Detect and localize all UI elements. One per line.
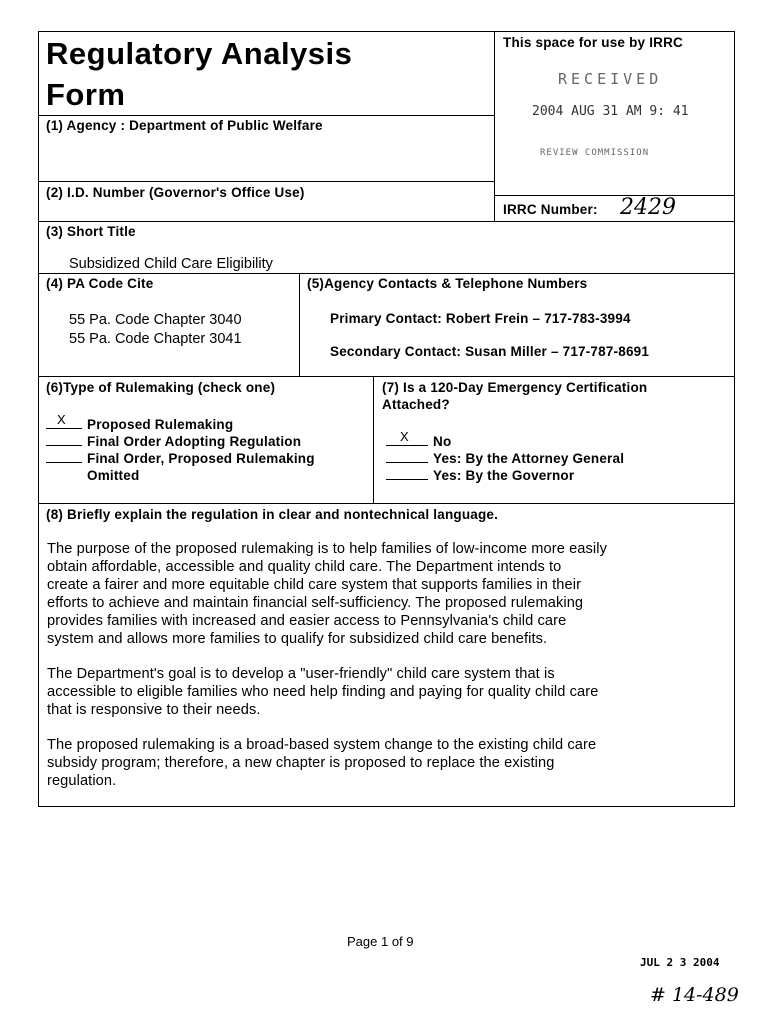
form-title-line2: Form — [46, 77, 126, 112]
id-top-line — [38, 181, 495, 182]
emergency-option-label: Yes: By the Attorney General — [433, 451, 625, 466]
paragraph-line: that is responsive to their needs. — [47, 702, 261, 718]
pa-code-line-1: 55 Pa. Code Chapter 3040 — [69, 312, 242, 328]
review-commission-stamp: REVIEW COMMISSION — [540, 148, 650, 158]
emergency-label-line1: (7) Is a 120-Day Emergency Certification — [382, 380, 648, 395]
emergency-option-no[interactable] — [386, 429, 452, 449]
rulemaking-option-final-order-proposed[interactable] — [46, 451, 315, 466]
emergency-option-attorney-general[interactable] — [386, 451, 624, 466]
checkbox-blank[interactable] — [386, 429, 428, 446]
received-stamp: RECEIVED — [558, 70, 663, 88]
agency-label: (1) Agency : Department of Public Welfare — [46, 118, 323, 133]
irrc-number-value: 2429 — [620, 195, 676, 220]
contacts-label: (5)Agency Contacts & Telephone Numbers — [307, 276, 588, 291]
paragraph-line: subsidy program; therefore, a new chapter is proposed to replace the existing — [47, 755, 555, 771]
irrc-space-label: This space for use by IRRC — [503, 35, 683, 50]
paragraph-line: The Department's goal is to develop a "user-friendly" child care system that is — [47, 666, 555, 682]
emergency-option-label: No — [433, 434, 452, 449]
explain-paragraph-1 — [47, 540, 737, 648]
check-mark: X — [400, 429, 409, 444]
explain-paragraph-2 — [47, 665, 737, 719]
form-title-line1: Regulatory Analysis — [46, 36, 353, 71]
irrc-divider — [494, 31, 495, 221]
paragraph-line: The purpose of the proposed rulemaking is to help families of low-income more easily — [47, 541, 607, 557]
rulemaking-option-omitted: Omitted — [87, 468, 140, 483]
bottom-handwritten-number: # 14-489 — [650, 984, 739, 1006]
rulemaking-option-label: Final Order, Proposed Rulemaking — [87, 451, 315, 466]
emergency-label-line2: Attached? — [382, 397, 450, 412]
emergency-option-governor[interactable] — [386, 468, 574, 483]
checkbox-blank[interactable] — [46, 452, 82, 463]
pa-code-line-2: 55 Pa. Code Chapter 3041 — [69, 331, 242, 347]
paragraph-line: provides families with increased and easier access to Pennsylvania's child care — [47, 613, 567, 629]
emergency-option-label: Yes: By the Governor — [433, 468, 575, 483]
paragraph-line: efforts to achieve and maintain financial self-sufficiency. The proposed rulemaking — [47, 595, 584, 611]
explain-paragraph-3 — [47, 736, 737, 790]
rulemaking-label: (6)Type of Rulemaking (check one) — [46, 380, 276, 395]
pa-code-divider — [299, 273, 300, 376]
short-title-label: (3) Short Title — [46, 224, 136, 239]
primary-contact: Primary Contact: Robert Frein – 717-783-3994 — [330, 311, 631, 326]
paragraph-line: regulation. — [47, 773, 117, 789]
irrc-number-top-line — [494, 195, 735, 196]
page-number: Page 1 of 9 — [347, 934, 414, 949]
rulemaking-option-label: Proposed Rulemaking — [87, 417, 234, 432]
paragraph-line: The proposed rulemaking is a broad-based system change to the existing child care — [47, 737, 597, 753]
rulemaking-option-final-order[interactable] — [46, 434, 301, 449]
rulemaking-top-line — [38, 376, 735, 377]
secondary-contact: Secondary Contact: Susan Miller – 717-787-8691 — [330, 344, 650, 359]
short-title-value: Subsidized Child Care Eligibility — [69, 256, 273, 272]
paragraph-line: accessible to eligible families who need help finding and paying for quality child care — [47, 684, 599, 700]
checkbox-blank[interactable] — [46, 435, 82, 446]
pa-code-top-line — [38, 273, 735, 274]
rulemaking-divider — [373, 376, 374, 503]
explain-top-line — [38, 503, 735, 504]
rulemaking-option-proposed[interactable] — [46, 412, 234, 432]
id-number-label: (2) I.D. Number (Governor's Office Use) — [46, 185, 305, 200]
checkbox-blank[interactable] — [46, 412, 82, 429]
paragraph-line: obtain affordable, accessible and quality child care. The Department intends to — [47, 559, 562, 575]
checkbox-blank[interactable] — [386, 452, 428, 463]
checkbox-blank[interactable] — [386, 469, 428, 480]
check-mark: X — [57, 412, 66, 427]
explain-label: (8) Briefly explain the regulation in clear and nontechnical language. — [46, 507, 499, 522]
paragraph-line: create a fairer and more equitable child care system that supports families in their — [47, 577, 582, 593]
paragraph-line: system and allows more families to qualify for subsidized child care benefits. — [47, 631, 548, 647]
agency-top-line — [38, 115, 495, 116]
irrc-number-label: IRRC Number: — [503, 202, 598, 217]
bottom-date-stamp: JUL 2 3 2004 — [640, 956, 720, 969]
received-date-stamp: 2004 AUG 31 AM 9: 41 — [532, 104, 689, 119]
rulemaking-option-label: Final Order Adopting Regulation — [87, 434, 302, 449]
pa-code-label: (4) PA Code Cite — [46, 276, 154, 291]
short-title-top-line — [38, 221, 735, 222]
